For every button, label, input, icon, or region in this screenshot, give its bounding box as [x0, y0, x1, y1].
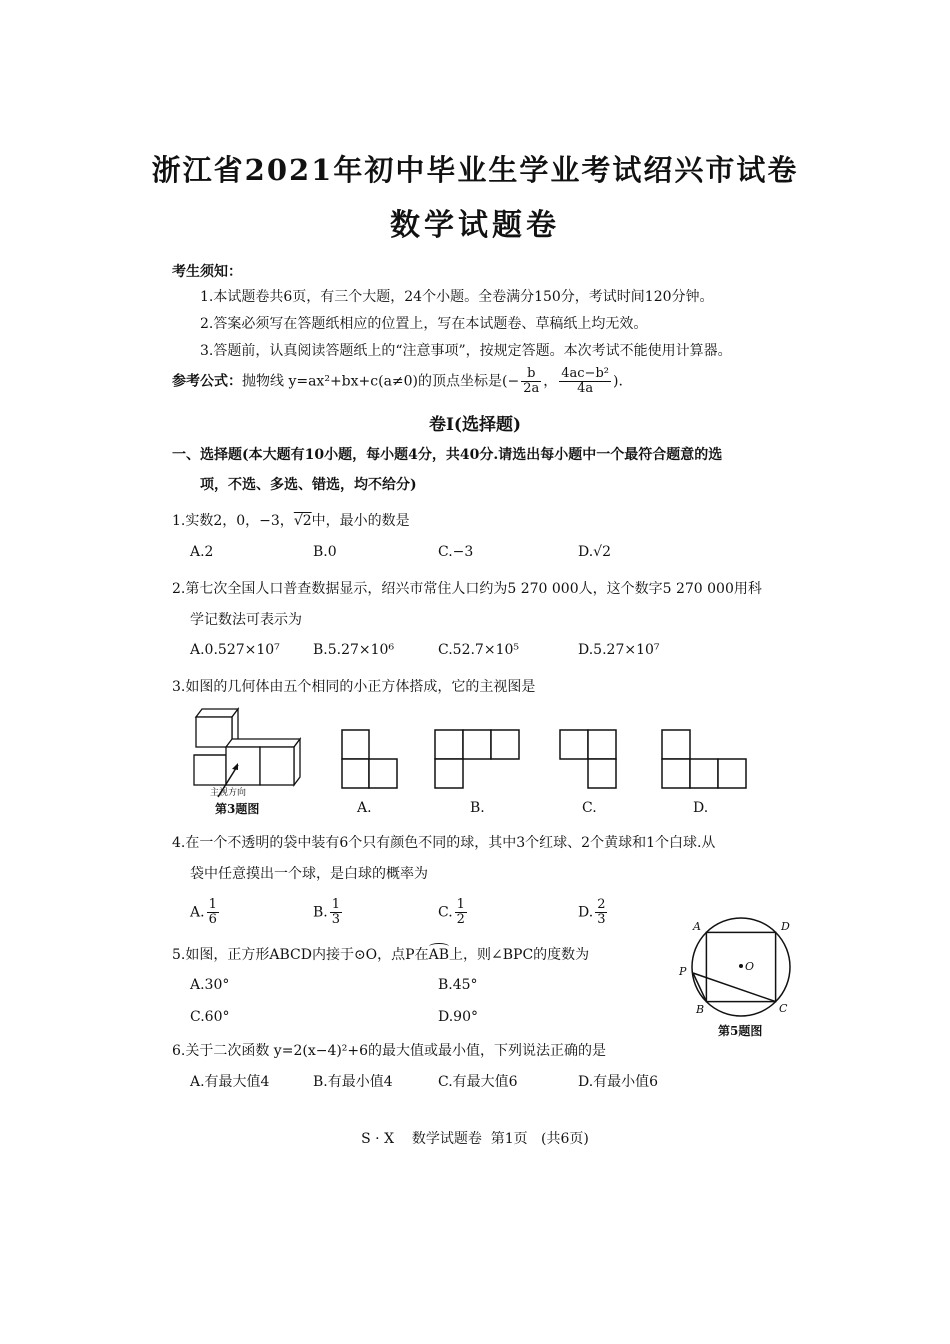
q4-c-den: 2	[456, 912, 465, 927]
q5-stem-pre: 5.如图，正方形ABCD内接于⊙O，点P在	[172, 947, 429, 963]
q4-option-c	[438, 898, 469, 927]
label-a: A	[693, 920, 701, 933]
q4-option-b-label: B.	[313, 904, 328, 921]
q1-option-b: B.0	[313, 544, 337, 560]
q4-d-den: 3	[597, 912, 606, 927]
label-p: P	[679, 965, 687, 978]
formula-prefix: 抛物线 y=ax²+bx+c(a≠0)的顶点坐标是(−	[242, 373, 520, 390]
q1-stem-root: √2	[293, 513, 312, 529]
q3-option-a-label: A.	[357, 800, 372, 816]
q5-option-b: B.45°	[438, 977, 478, 993]
q5-stem-arc: AB	[428, 947, 449, 963]
q6-stem: 6.关于二次函数 y=2(x−4)²+6的最大值或最小值，下列说法正确的是	[172, 1043, 607, 1059]
notice-item-2: 2.答案必须写在答题纸相应的位置上，写在本试题卷、草稿纸上均无效。	[200, 316, 648, 332]
notice-item-1: 1.本试题卷共6页，有三个大题，24个小题。全卷满分150分，考试时间120分钟。	[200, 289, 714, 305]
formula-f1-num: b	[521, 367, 541, 382]
formula-f2-den: 4a	[577, 381, 594, 396]
q2-option-d: D.5.27×10⁷	[578, 642, 660, 658]
q6-option-c: C.有最大值6	[438, 1074, 518, 1090]
q3-option-b-label: B.	[470, 800, 485, 816]
section-heading-line2: 项，不选、多选、错选，均不给分)	[200, 477, 417, 493]
exam-title: 浙江省2021年初中毕业生学业考试绍兴市试卷	[151, 153, 799, 187]
q4-c-num: 1	[456, 897, 465, 912]
q3-arrow-label: 主视方向	[210, 788, 247, 798]
q3-stem: 3.如图的几何体由五个相同的小正方体搭成，它的主视图是	[172, 679, 536, 695]
label-o: O	[745, 960, 755, 973]
q6-option-d: D.有最小值6	[578, 1074, 659, 1090]
section-heading-line1: 一、选择题(本大题有10小题，每小题4分，共40分.请选出每小题中一个最符合题意的选	[172, 447, 723, 463]
q5-option-d: D.90°	[438, 1009, 478, 1025]
formula-label: 参考公式：	[172, 373, 242, 390]
q2-stem-line2: 学记数法可表示为	[190, 612, 302, 628]
q1-stem	[172, 510, 410, 530]
q4-b-den: 3	[331, 912, 341, 927]
formula-fraction-1	[521, 367, 541, 396]
q4-option-b-fraction	[330, 898, 342, 927]
q2-stem-line1: 2.第七次全国人口普查数据显示，绍兴市常住人口约为5 270 000人，这个数字5 270 000用科	[172, 581, 762, 597]
q4-option-d	[578, 898, 609, 927]
q2-option-a: A.0.527×10⁷	[190, 642, 280, 658]
q3-option-b-view	[434, 729, 522, 789]
q5-stem-post: 上，则∠BPC的度数为	[449, 947, 590, 963]
exam-subtitle: 数学试题卷	[390, 208, 560, 243]
q4-a-num: 1	[208, 897, 217, 912]
formula-f1-den: 2a	[523, 381, 540, 396]
q4-option-c-label: C.	[438, 904, 453, 921]
q3-option-d-view	[661, 729, 749, 789]
q4-stem-line2: 袋中任意摸出一个球，是白球的概率为	[190, 866, 428, 882]
q4-option-b	[313, 898, 344, 927]
q2-option-b: B.5.27×10⁶	[313, 642, 395, 658]
q6-option-a: A.有最大值4	[190, 1074, 270, 1090]
q4-option-c-fraction	[455, 898, 467, 927]
q1-option-c: C.−3	[438, 544, 474, 560]
q4-stem-line1: 4.在一个不透明的袋中装有6个只有颜色不同的球，其中3个红球、2个黄球和1个白球.从	[172, 835, 716, 851]
q5-option-a: A.30°	[190, 977, 230, 993]
q5-fig-caption: 第5题图	[718, 1024, 763, 1038]
q4-option-a	[190, 898, 221, 927]
segment-pc	[693, 973, 776, 1002]
q4-a-den: 6	[208, 912, 217, 927]
q4-option-d-fraction	[595, 898, 607, 927]
q3-option-a-view	[341, 729, 399, 789]
q4-b-num: 1	[331, 897, 341, 912]
q2-option-c: C.52.7×10⁵	[438, 642, 519, 658]
q4-option-a-fraction	[207, 898, 219, 927]
label-b: B	[696, 1003, 705, 1016]
q5-circle-figure	[676, 915, 796, 1020]
q1-option-a: A.2	[190, 544, 214, 560]
q5-option-c: C.60°	[190, 1009, 230, 1025]
q3-option-c-label: C.	[582, 800, 597, 816]
label-c: C	[779, 1002, 788, 1015]
formula-f2-num: 4ac−b²	[561, 366, 609, 381]
q4-d-num: 2	[597, 897, 606, 912]
q6-option-b: B.有最小值4	[313, 1074, 393, 1090]
q3-option-d-label: D.	[693, 800, 709, 816]
notice-item-3: 3.答题前，认真阅读答题纸上的“注意事项”，按规定答题。本次考试不能使用计算器。	[200, 343, 732, 359]
formula-fraction-2	[559, 367, 611, 396]
q5-stem	[172, 944, 589, 964]
reference-formula	[172, 367, 623, 396]
q4-option-d-label: D.	[578, 904, 594, 921]
q1-option-d: D.√2	[578, 544, 612, 560]
center-point-o	[739, 964, 743, 968]
q4-option-a-label: A.	[190, 904, 205, 921]
q1-stem-post: 中，最小的数是	[311, 513, 410, 529]
label-d: D	[781, 920, 790, 933]
notice-heading: 考生须知：	[172, 264, 242, 280]
q3-option-c-view	[559, 729, 617, 789]
q1-stem-pre: 1.实数2，0，−3，	[172, 513, 294, 529]
formula-comma: ，	[543, 373, 558, 390]
section-label: 卷Ⅰ(选择题)	[428, 415, 522, 435]
formula-suffix: ).	[612, 373, 623, 390]
q3-fig-caption: 第3题图	[215, 802, 260, 816]
page-footer: S · X 数学试题卷 第1页 (共6页)	[361, 1131, 589, 1147]
